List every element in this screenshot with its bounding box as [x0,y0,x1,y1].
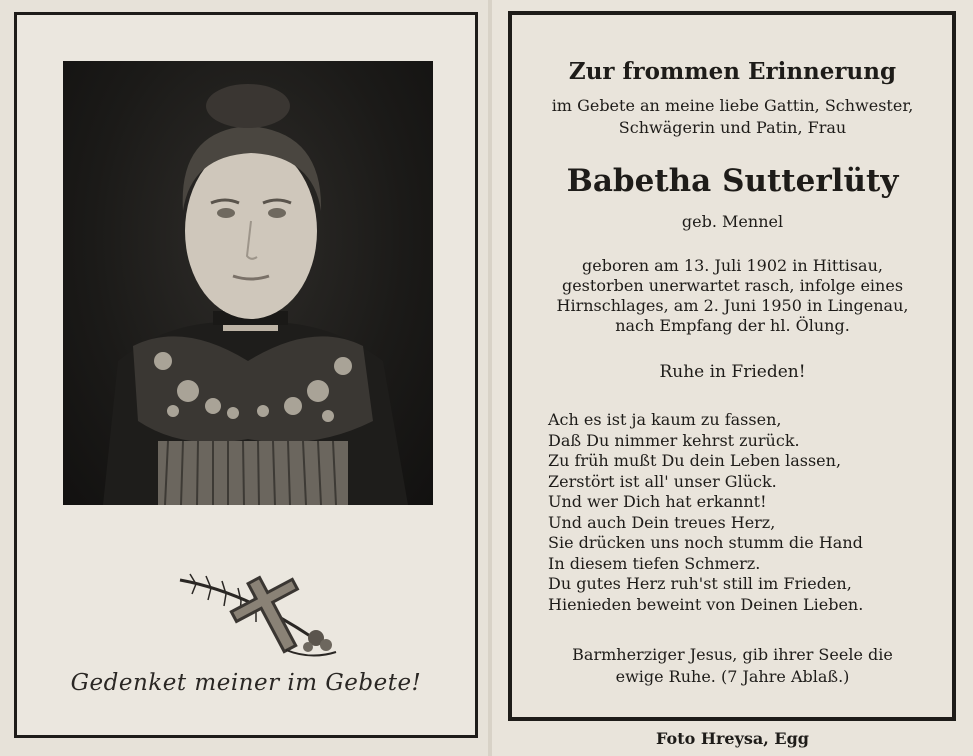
poem-line: Sie drücken uns noch stumm die Hand [548,533,863,552]
bio-line-2: gestorben unerwartet rasch, infolge eines [561,276,904,295]
prayer-caption: Gedenket meiner im Gebete! [70,670,422,696]
bio-line-1: geboren am 13. Juli 1902 in Hittisau, [582,256,883,275]
poem-line: Daß Du nimmer kehrst zurück. [548,430,800,450]
maiden-name: geb. Mennel [681,212,784,231]
poem-line: Und auch Dein treues Herz, [548,512,776,532]
poem-line: Hienieden beweint von Deinen Lieben. [548,594,864,614]
poem-line: Und wer Dich hat erkannt! [548,492,767,511]
poem-line: Zerstört ist all' unser Glück. [548,471,777,491]
intro-line-2: Schwägerin und Patin, Frau [618,118,847,137]
portrait-image [63,61,433,505]
prayer-line-1: Barmherziger Jesus, gib ihrer Seele die [572,645,893,664]
rest-in-peace: Ruhe in Frieden! [659,362,806,382]
poem-line: Du gutes Herz ruh'st still im Frieden, [548,574,852,593]
poem-line: In diesem tiefen Schmerz. [548,553,761,573]
bio-line-3: Hirnschlages, am 2. Juni 1950 in Lingenau, [556,296,909,315]
bio-line-4: nach Empfang der hl. Ölung. [615,316,850,335]
poem [548,410,863,615]
deceased-name: Babetha Sutterlüty [566,163,899,199]
photo-credit: Foto Hreysa, Egg [656,729,809,748]
prayer-line-2: ewige Ruhe. (7 Jahre Ablaß.) [615,667,850,686]
card-title: Zur frommen Erinnerung [568,58,897,85]
portrait-photo [63,61,433,505]
poem-line: Ach es ist ja kaum zu fassen, [548,410,782,429]
memorial-card-right [492,0,973,756]
intro-line-1: im Gebete an meine liebe Gattin, Schwester, [551,96,914,115]
cross-palm-emblem [176,570,346,660]
poem-line: Zu früh mußt Du dein Leben lassen, [548,451,842,470]
